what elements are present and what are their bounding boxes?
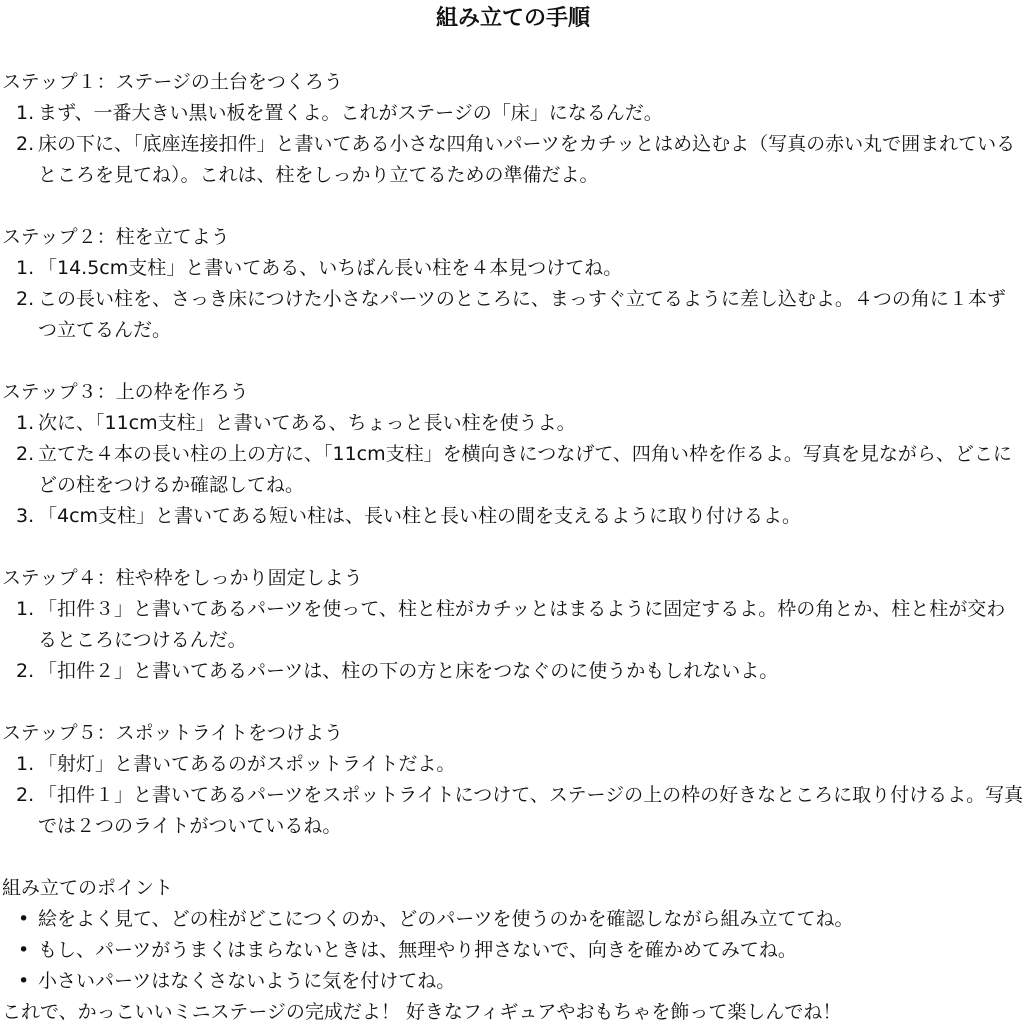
step-section [2, 377, 1024, 532]
bullet-icon: • [18, 970, 30, 992]
list-item-text: 「14.5cm支柱」と書いてある、いちばん長い柱を４本見つけてね。 [38, 257, 623, 279]
list-item-number: 2. [16, 443, 35, 465]
list-item [2, 253, 1024, 284]
list-item [2, 284, 1024, 346]
list-item-text: この長い柱を、さっき床につけた小さなパーツのところに、まっすぐ立てるように差し込むよ。４つの角に１本ずつ立てるんだ。 [38, 288, 1006, 341]
list-item-text: まず、一番大きい黒い板を置くよ。これがステージの「床」になるんだ。 [38, 102, 663, 124]
list-item-number: 2. [16, 784, 35, 806]
bullet-item-text: 絵をよく見て、どの柱がどこにつくのか、どのパーツを使うのかを確認しながら組み立ててね。 [38, 908, 854, 930]
step-list [2, 98, 1024, 191]
step-heading: ステップ５：スポットライトをつけよう [2, 722, 344, 744]
bullet-item [2, 904, 1024, 935]
list-item-number: 2. [16, 660, 35, 682]
points-heading: 組み立てのポイント [2, 877, 174, 899]
list-item-number: 3. [16, 505, 35, 527]
list-item-number: 1. [16, 257, 35, 279]
bullet-item [2, 966, 1024, 997]
step-heading: ステップ１：ステージの土台をつくろう [2, 71, 343, 93]
step-list [2, 408, 1024, 532]
closing-text: これで、かっこいいミニステージの完成だよ！ 好きなフィギュアやおもちゃを飾って楽しんでね！ [2, 1001, 842, 1023]
list-item-text: 「扣件３」と書いてあるパーツを使って、柱と柱がカチッとはまるように固定するよ。枠の角とか、柱と柱が交わるところにつけるんだ。 [38, 598, 1006, 651]
list-item [2, 439, 1024, 501]
step-section [2, 563, 1024, 687]
step-section [2, 222, 1024, 346]
list-item [2, 98, 1024, 129]
bullet-icon: • [18, 908, 30, 930]
step-heading: ステップ３：上の枠を作ろう [2, 381, 249, 403]
list-item-number: 1. [16, 412, 35, 434]
list-item [2, 780, 1024, 842]
list-item [2, 408, 1024, 439]
list-item-number: 1. [16, 102, 35, 124]
list-item-text: 「扣件２」と書いてあるパーツは、柱の下の方と床をつなぐのに使うかもしれないよ。 [38, 660, 779, 682]
list-item-number: 1. [16, 598, 35, 620]
list-item [2, 501, 1024, 532]
list-item-number: 2. [16, 288, 35, 310]
points-section [2, 873, 1024, 997]
step-heading: ステップ２：柱を立てよう [2, 226, 230, 248]
list-item [2, 656, 1024, 687]
step-list [2, 594, 1024, 687]
bullet-item-text: 小さいパーツはなくさないように気を付けてね。 [38, 970, 456, 992]
step-list [2, 749, 1024, 842]
step-section [2, 67, 1024, 191]
list-item [2, 749, 1024, 780]
page-title: 組み立ての手順 [435, 6, 590, 31]
list-item-text: 立てた４本の長い柱の上の方に、「11cm支柱」を横向きにつなげて、四角い枠を作るよ。写真を見ながら、どこにどの柱をつけるか確認してね。 [38, 443, 1012, 496]
list-item-text: 次に、「11cm支柱」と書いてある、ちょっと長い柱を使うよ。 [38, 412, 576, 434]
bullet-item-text: もし、パーツがうまくはまらないときは、無理やり押さないで、向きを確かめてみてね。 [38, 939, 797, 961]
list-item-text: 「扣件１」と書いてあるパーツをスポットライトにつけて、ステージの上の枠の好きなところに取り付けるよ。写真では２つのライトがついているね。 [38, 784, 1024, 837]
list-item-text: 「射灯」と書いてあるのがスポットライトだよ。 [38, 753, 456, 775]
bullet-icon: • [18, 939, 30, 961]
list-item-text: 「4cm支柱」と書いてある短い柱は、長い柱と長い柱の間を支えるように取り付けるよ。 [38, 505, 802, 527]
bullet-item [2, 935, 1024, 966]
list-item-number: 1. [16, 753, 35, 775]
step-heading: ステップ４：柱や枠をしっかり固定しよう [2, 567, 363, 589]
list-item [2, 594, 1024, 656]
step-list [2, 253, 1024, 346]
list-item-text: 床の下に、「底座连接扣件」と書いてある小さな四角いパーツをカチッとはめ込むよ（写真の赤い丸で囲まれているところを見てね）。これは、柱をしっかり立てるための準備だよ。 [38, 133, 1016, 186]
step-section [2, 718, 1024, 842]
list-item-number: 2. [16, 133, 35, 155]
points-list [2, 904, 1024, 997]
list-item [2, 129, 1024, 191]
steps-container [2, 67, 1024, 842]
